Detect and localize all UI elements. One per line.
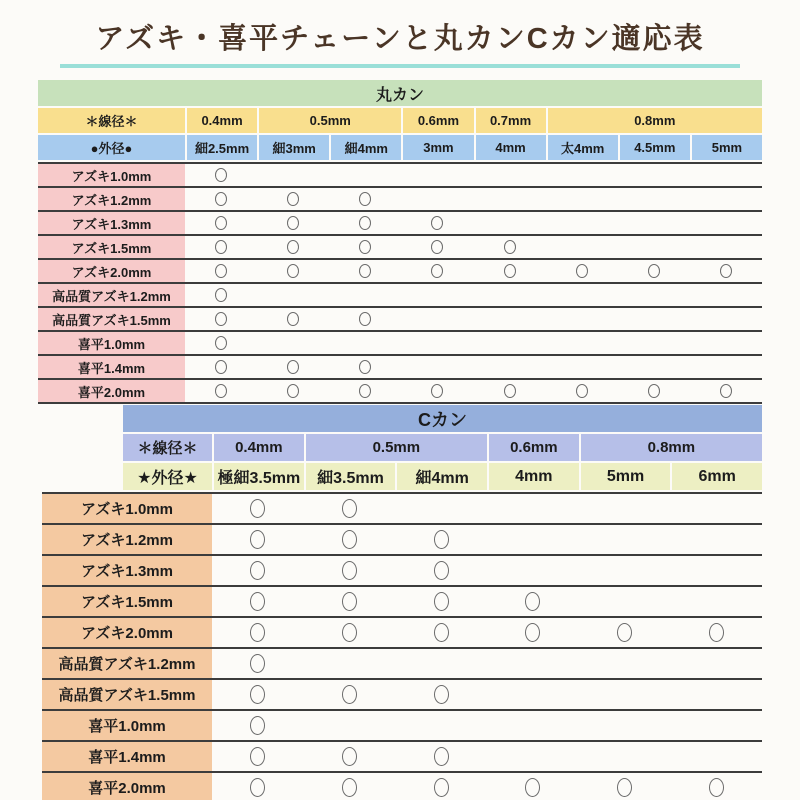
empty-cell	[487, 742, 579, 771]
chain-row-label: アズキ1.0mm	[42, 494, 212, 523]
compatible-circle-mark	[287, 312, 299, 326]
compatible-circle-mark	[250, 561, 265, 580]
compatible-circle-mark	[431, 216, 443, 230]
compatible-cell	[257, 380, 329, 402]
compatible-cell	[304, 680, 396, 709]
chain-row-label: 喜平1.4mm	[38, 356, 185, 378]
compatible-circle-mark	[215, 384, 227, 398]
empty-cell	[579, 494, 671, 523]
outer-diameter-col: 太4mm	[546, 135, 618, 160]
empty-cell	[670, 494, 762, 523]
compatible-cell	[185, 236, 257, 258]
empty-cell	[690, 188, 762, 210]
outer-diameter-col: 細2.5mm	[185, 135, 257, 160]
empty-cell	[670, 649, 762, 678]
compatible-circle-mark	[250, 654, 265, 673]
compatible-cell	[212, 680, 304, 709]
outer-diameter-col: 4.5mm	[618, 135, 690, 160]
compatible-cell	[395, 618, 487, 647]
compatible-circle-mark	[342, 561, 357, 580]
chain-row	[42, 554, 762, 585]
empty-cell	[474, 284, 546, 306]
empty-cell	[257, 332, 329, 354]
compatible-circle-mark	[250, 747, 265, 766]
compatible-cell	[304, 773, 396, 800]
compatible-circle-mark	[434, 561, 449, 580]
c-kan-table-title: Cカン	[123, 405, 762, 432]
chain-row	[38, 282, 762, 306]
empty-cell	[579, 649, 671, 678]
empty-cell	[618, 188, 690, 210]
compatible-cell	[304, 556, 396, 585]
c-kan-outer-header: ★外径★	[123, 463, 212, 490]
compatible-cell	[185, 356, 257, 378]
empty-cell	[670, 711, 762, 740]
c-kan-wire-header: ＊線径＊	[123, 434, 212, 461]
outer-diameter-col: 4mm	[474, 135, 546, 160]
chain-row	[38, 354, 762, 378]
chain-row-label: 高品質アズキ1.5mm	[38, 308, 185, 330]
compatible-cell	[257, 236, 329, 258]
compatible-circle-mark	[359, 384, 371, 398]
compatible-cell	[304, 525, 396, 554]
compatible-circle-mark	[434, 685, 449, 704]
compatible-circle-mark	[576, 264, 588, 278]
outer-diameter-col: 5mm	[579, 463, 671, 490]
compatible-cell	[257, 308, 329, 330]
compatible-circle-mark	[215, 360, 227, 374]
compatible-circle-mark	[250, 778, 265, 797]
empty-cell	[474, 332, 546, 354]
chain-row	[38, 186, 762, 210]
compatible-circle-mark	[215, 240, 227, 254]
chain-row	[38, 210, 762, 234]
empty-cell	[690, 332, 762, 354]
compatible-cell	[212, 494, 304, 523]
compatible-circle-mark	[215, 192, 227, 206]
chain-row	[42, 771, 762, 800]
compatible-cell	[474, 380, 546, 402]
empty-cell	[401, 284, 473, 306]
chain-row-label: 高品質アズキ1.2mm	[42, 649, 212, 678]
empty-cell	[670, 556, 762, 585]
compatible-circle-mark	[250, 623, 265, 642]
compatible-circle-mark	[215, 216, 227, 230]
chain-row	[42, 647, 762, 678]
compatible-circle-mark	[431, 264, 443, 278]
compatible-circle-mark	[525, 623, 540, 642]
compatible-cell	[395, 587, 487, 616]
compatible-circle-mark	[359, 312, 371, 326]
compatible-cell	[395, 556, 487, 585]
outer-diameter-col: 6mm	[670, 463, 762, 490]
compatible-cell	[257, 212, 329, 234]
page-title: アズキ・喜平チェーンと丸カンCカン適応表	[60, 16, 740, 68]
compatible-circle-mark	[709, 623, 724, 642]
compatible-circle-mark	[359, 360, 371, 374]
compatible-circle-mark	[359, 216, 371, 230]
compatible-circle-mark	[342, 685, 357, 704]
wire-diameter-col: 0.7mm	[474, 108, 546, 133]
compatible-cell	[257, 356, 329, 378]
chain-row-label: 高品質アズキ1.5mm	[42, 680, 212, 709]
compatible-cell	[690, 380, 762, 402]
chain-row-label: アズキ1.0mm	[38, 164, 185, 186]
empty-cell	[618, 332, 690, 354]
compatible-circle-mark	[576, 384, 588, 398]
empty-cell	[579, 525, 671, 554]
wire-diameter-col: 0.5mm	[257, 108, 401, 133]
empty-cell	[487, 649, 579, 678]
compatible-cell	[395, 773, 487, 800]
compatible-cell	[304, 618, 396, 647]
chain-row-label: 喜平1.0mm	[42, 711, 212, 740]
chain-row-label: アズキ1.3mm	[42, 556, 212, 585]
chain-row-label: アズキ2.0mm	[42, 618, 212, 647]
chain-row-label: アズキ1.2mm	[42, 525, 212, 554]
wire-diameter-col: 0.8mm	[546, 108, 762, 133]
empty-cell	[401, 332, 473, 354]
chain-row-label: 喜平1.0mm	[38, 332, 185, 354]
compatible-circle-mark	[434, 623, 449, 642]
compatible-cell	[329, 356, 401, 378]
compatible-cell	[185, 260, 257, 282]
empty-cell	[618, 236, 690, 258]
compatible-circle-mark	[250, 716, 265, 735]
empty-cell	[670, 742, 762, 771]
chain-row	[38, 306, 762, 330]
empty-cell	[401, 188, 473, 210]
compatible-circle-mark	[287, 240, 299, 254]
outer-diameter-col: 5mm	[690, 135, 762, 160]
chain-row	[42, 585, 762, 616]
compatible-circle-mark	[720, 384, 732, 398]
chain-row	[42, 678, 762, 709]
compatible-circle-mark	[342, 499, 357, 518]
compatible-circle-mark	[359, 192, 371, 206]
compatible-cell	[185, 308, 257, 330]
chain-row	[42, 492, 762, 523]
compatible-circle-mark	[215, 336, 227, 350]
compatible-circle-mark	[504, 384, 516, 398]
empty-cell	[579, 742, 671, 771]
compatible-circle-mark	[431, 240, 443, 254]
chain-row-label: 喜平2.0mm	[42, 773, 212, 800]
compatible-circle-mark	[215, 264, 227, 278]
outer-diameter-col: 細3mm	[257, 135, 329, 160]
compatible-cell	[401, 236, 473, 258]
compatible-circle-mark	[250, 530, 265, 549]
compatible-cell	[212, 618, 304, 647]
compatible-cell	[185, 380, 257, 402]
empty-cell	[690, 308, 762, 330]
empty-cell	[579, 587, 671, 616]
compatible-cell	[304, 742, 396, 771]
compatible-cell	[329, 188, 401, 210]
compatible-circle-mark	[287, 216, 299, 230]
chain-row	[38, 234, 762, 258]
compatible-cell	[329, 308, 401, 330]
compatible-circle-mark	[250, 685, 265, 704]
empty-cell	[579, 680, 671, 709]
maru-kan-wire-diameter-row	[38, 108, 762, 133]
wire-diameter-col: 0.6mm	[487, 434, 579, 461]
chain-row	[38, 378, 762, 402]
outer-diameter-col: 3mm	[401, 135, 473, 160]
compatible-circle-mark	[342, 747, 357, 766]
c-kan-outer-diameter-row	[42, 463, 762, 490]
compatible-cell	[212, 742, 304, 771]
compatible-cell	[579, 773, 671, 800]
chain-row-label: アズキ1.3mm	[38, 212, 185, 234]
compatible-cell	[329, 212, 401, 234]
empty-cell	[395, 494, 487, 523]
empty-cell	[690, 164, 762, 186]
chain-row	[38, 258, 762, 282]
empty-cell	[257, 284, 329, 306]
empty-cell	[546, 356, 618, 378]
chain-row-label: アズキ1.5mm	[38, 236, 185, 258]
empty-cell	[618, 164, 690, 186]
compatible-circle-mark	[525, 778, 540, 797]
empty-cell	[618, 212, 690, 234]
chain-row-label: アズキ1.2mm	[38, 188, 185, 210]
compatible-cell	[304, 587, 396, 616]
compatible-cell	[401, 260, 473, 282]
compatible-cell	[401, 212, 473, 234]
outer-diameter-col: 細4mm	[395, 463, 487, 490]
empty-cell	[257, 164, 329, 186]
empty-cell	[401, 356, 473, 378]
empty-cell	[487, 525, 579, 554]
compatible-cell	[618, 260, 690, 282]
empty-cell	[546, 332, 618, 354]
compatible-cell	[401, 380, 473, 402]
compatible-cell	[474, 236, 546, 258]
empty-cell	[579, 556, 671, 585]
empty-cell	[618, 308, 690, 330]
compatible-circle-mark	[709, 778, 724, 797]
compatible-cell	[212, 649, 304, 678]
compatible-circle-mark	[434, 747, 449, 766]
chain-row-label: アズキ1.5mm	[42, 587, 212, 616]
compatible-cell	[212, 587, 304, 616]
compatible-cell	[185, 164, 257, 186]
chain-row	[42, 616, 762, 647]
empty-cell	[304, 649, 396, 678]
compatible-cell	[212, 773, 304, 800]
chain-row	[42, 740, 762, 771]
empty-cell	[329, 332, 401, 354]
compatible-cell	[474, 260, 546, 282]
maru-kan-outer-header: ●外径●	[38, 135, 185, 160]
c-kan-wire-diameter-row	[42, 434, 762, 461]
compatible-circle-mark	[431, 384, 443, 398]
compatible-cell	[304, 494, 396, 523]
empty-cell	[395, 649, 487, 678]
outer-diameter-col: 細3.5mm	[304, 463, 396, 490]
compatible-circle-mark	[287, 360, 299, 374]
empty-cell	[670, 525, 762, 554]
chain-row-label: 喜平1.4mm	[42, 742, 212, 771]
wire-diameter-col: 0.6mm	[401, 108, 473, 133]
compatible-cell	[395, 680, 487, 709]
chain-row	[38, 330, 762, 354]
compatible-circle-mark	[617, 623, 632, 642]
empty-cell	[487, 711, 579, 740]
empty-cell	[618, 356, 690, 378]
chain-row	[42, 523, 762, 554]
chain-row-label: 高品質アズキ1.2mm	[38, 284, 185, 306]
compatible-cell	[329, 260, 401, 282]
maru-kan-table-title: 丸カン	[38, 80, 762, 106]
empty-cell	[618, 284, 690, 306]
compatible-cell	[185, 188, 257, 210]
compatible-cell	[185, 332, 257, 354]
compatible-circle-mark	[342, 592, 357, 611]
chain-row	[42, 709, 762, 740]
wire-diameter-col: 0.4mm	[212, 434, 304, 461]
empty-cell	[546, 212, 618, 234]
empty-cell	[546, 164, 618, 186]
empty-cell	[401, 308, 473, 330]
compatible-cell	[257, 260, 329, 282]
compatible-cell	[670, 618, 762, 647]
compatible-cell	[395, 525, 487, 554]
compatible-circle-mark	[215, 312, 227, 326]
c-kan-table-body	[42, 492, 762, 800]
compatible-cell	[670, 773, 762, 800]
compatible-cell	[395, 742, 487, 771]
empty-cell	[329, 284, 401, 306]
empty-cell	[579, 711, 671, 740]
compatible-cell	[212, 556, 304, 585]
compatible-circle-mark	[434, 592, 449, 611]
compatible-cell	[618, 380, 690, 402]
compatible-cell	[212, 525, 304, 554]
compatible-cell	[329, 236, 401, 258]
outer-diameter-col: 4mm	[487, 463, 579, 490]
compatible-circle-mark	[648, 264, 660, 278]
compatible-circle-mark	[504, 264, 516, 278]
compatible-cell	[257, 188, 329, 210]
empty-cell	[690, 356, 762, 378]
compatible-circle-mark	[287, 264, 299, 278]
empty-cell	[546, 284, 618, 306]
compatible-circle-mark	[342, 778, 357, 797]
compatible-cell	[487, 773, 579, 800]
empty-cell	[546, 236, 618, 258]
c-kan-table	[42, 405, 762, 800]
compatible-circle-mark	[342, 530, 357, 549]
compatible-circle-mark	[617, 778, 632, 797]
empty-cell	[304, 711, 396, 740]
empty-cell	[474, 212, 546, 234]
wire-diameter-col: 0.5mm	[304, 434, 487, 461]
compatible-circle-mark	[250, 499, 265, 518]
maru-kan-wire-header: ＊線径＊	[38, 108, 185, 133]
empty-cell	[487, 494, 579, 523]
chain-row-label: アズキ2.0mm	[38, 260, 185, 282]
compatible-circle-mark	[359, 240, 371, 254]
empty-cell	[401, 164, 473, 186]
compatible-cell	[185, 212, 257, 234]
compatible-circle-mark	[287, 384, 299, 398]
empty-cell	[690, 212, 762, 234]
empty-cell	[474, 188, 546, 210]
compatible-circle-mark	[525, 592, 540, 611]
compatible-circle-mark	[215, 168, 227, 182]
empty-cell	[690, 284, 762, 306]
compatible-cell	[185, 284, 257, 306]
empty-cell	[474, 164, 546, 186]
compatible-circle-mark	[342, 623, 357, 642]
chain-row-label: 喜平2.0mm	[38, 380, 185, 402]
compatible-cell	[546, 260, 618, 282]
compatible-circle-mark	[720, 264, 732, 278]
compatible-circle-mark	[648, 384, 660, 398]
maru-kan-table-body	[38, 162, 762, 404]
outer-diameter-col: 極細3.5mm	[212, 463, 304, 490]
maru-kan-table	[38, 80, 762, 404]
empty-cell	[670, 587, 762, 616]
compatible-circle-mark	[287, 192, 299, 206]
compatible-cell	[329, 380, 401, 402]
compatible-cell	[579, 618, 671, 647]
compatible-circle-mark	[250, 592, 265, 611]
outer-diameter-col: 細4mm	[329, 135, 401, 160]
compatible-circle-mark	[215, 288, 227, 302]
compatible-circle-mark	[434, 530, 449, 549]
wire-diameter-col: 0.8mm	[579, 434, 762, 461]
empty-cell	[546, 308, 618, 330]
compatible-cell	[212, 711, 304, 740]
compatible-circle-mark	[359, 264, 371, 278]
empty-cell	[474, 356, 546, 378]
chain-row	[38, 162, 762, 186]
maru-kan-outer-diameter-row	[38, 135, 762, 160]
empty-cell	[329, 164, 401, 186]
empty-cell	[474, 308, 546, 330]
compatible-circle-mark	[504, 240, 516, 254]
empty-cell	[670, 680, 762, 709]
empty-cell	[546, 188, 618, 210]
compatible-cell	[487, 618, 579, 647]
compatible-cell	[487, 587, 579, 616]
wire-diameter-col: 0.4mm	[185, 108, 257, 133]
empty-cell	[395, 711, 487, 740]
empty-cell	[487, 680, 579, 709]
compatible-cell	[546, 380, 618, 402]
empty-cell	[487, 556, 579, 585]
compatible-circle-mark	[434, 778, 449, 797]
compatible-cell	[690, 260, 762, 282]
empty-cell	[690, 236, 762, 258]
